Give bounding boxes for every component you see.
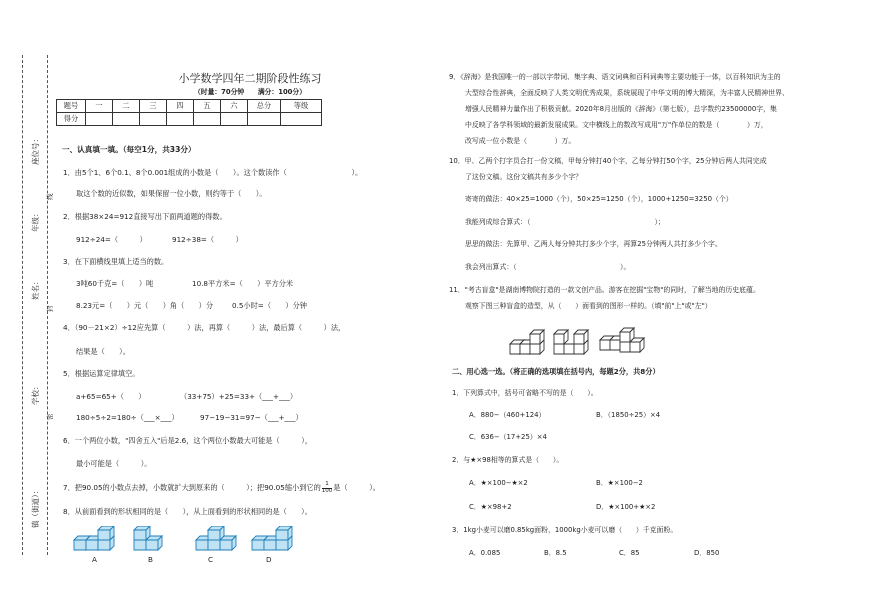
q7-text-start: 7．把90.05的小数点去掉，小数就扩大到原来的（ ）；把90.05缩小到它的: [63, 483, 321, 492]
score-value-row: [57, 113, 322, 126]
score-cell[interactable]: [194, 113, 221, 126]
q3-c: 8.23元=（ ）元（ ）角（ ）分: [76, 301, 214, 310]
score-cell[interactable]: [248, 113, 281, 126]
score-header-cell: 等级: [281, 100, 322, 113]
q7-fraction-denominator: 100: [321, 487, 333, 494]
q10-line2: 了这份文稿。这份文稿共有多少个字？: [465, 173, 583, 181]
q5-d: 97−19−31=97−（___+___）: [200, 413, 303, 422]
score-header-cell: 四: [167, 100, 194, 113]
score-cell[interactable]: [167, 113, 194, 126]
page-title: 小学数学四年二期阶段性练习: [178, 72, 322, 85]
choice-3-option-d[interactable]: D．850: [694, 549, 720, 557]
choice-3-option-a[interactable]: A．0.085: [469, 549, 501, 557]
choice-3-question: 3．1kg小麦可以磨0.85kg面粉，1000kg小麦可以磨（ ）千克面粉。: [452, 526, 678, 534]
q10-method2: 思思的做法：先算甲、乙两人每分钟共打多少个字，再算25分钟两人共打多少个字。: [465, 240, 722, 248]
score-table: [56, 99, 322, 126]
q8-figure-c: [194, 526, 238, 552]
choice-2-option-b[interactable]: B．★×100−2: [596, 479, 643, 487]
seat-number-label: 座位号：: [31, 135, 40, 165]
q1-line2: 取这个数的近似数，如果保留一位小数，则约等于（ ）。: [76, 189, 267, 198]
score-header-row: [57, 100, 322, 113]
score-header-cell: 题号: [57, 100, 86, 113]
q11-line2: 观察下图三种盲盒的造型，从（ ）面看到的图形一样的。（填"前"上"或"左"）: [465, 302, 712, 310]
q7-text-end: 是（ ）。: [333, 483, 380, 492]
score-header-cell: 总分: [248, 100, 281, 113]
score-header-cell: 二: [113, 100, 140, 113]
q6-line2: 最小可能是（ ）。: [76, 459, 152, 468]
q5-text: 5．根据运算定律填空。: [63, 369, 140, 378]
choice-1-option-a[interactable]: A．880−（460+124）: [469, 411, 546, 419]
q8-label-d: D: [266, 555, 272, 564]
q9-line5: 改写成一位小数是（ ）万。: [465, 137, 576, 145]
name-label: 姓名：: [31, 277, 40, 300]
q4-line2: 结果是（ ）。: [76, 347, 130, 356]
choice-2-option-c[interactable]: C．★×98+2: [469, 503, 512, 511]
q10-formula: 我会列出算式：（ ）。: [465, 263, 631, 271]
q8-label-c: C: [208, 555, 214, 564]
choice-2-option-a[interactable]: A．★×100−★×2: [469, 479, 528, 487]
district-label: 镇（街道）：: [31, 486, 40, 528]
choice-3-option-c[interactable]: C．85: [619, 549, 640, 557]
q7-fraction: [322, 482, 333, 494]
q7-line: [63, 482, 380, 494]
q11-figure-1: [508, 324, 552, 356]
q11-line1: 11．"考古盲盒"是湖南博物院打造的一款文创产品。游客在挖掘"宝物"的同时，了解当地的历史底蕴。: [449, 286, 760, 294]
score-cell[interactable]: [86, 113, 113, 126]
q2-a: 912÷24=（ ）: [76, 235, 147, 244]
score-header-cell: 三: [140, 100, 167, 113]
q8-figure-b: [132, 526, 174, 552]
q10-combined-formula: 我能列成综合算式：（ ）；: [465, 218, 665, 226]
q5-c: 180÷5÷2=180÷（___×___）: [76, 413, 179, 422]
q5-a: a+65=65+（ ）: [76, 392, 146, 401]
binding-mark-secret: 密: [46, 413, 54, 420]
q3-d: 0.5小时=（ ）分钟: [232, 301, 307, 310]
q3-a: 3吨60千克=（ ）吨: [76, 279, 154, 288]
school-label: 学校：: [31, 382, 40, 405]
binding-mark-line: 线: [46, 193, 54, 200]
q10-method1: 寄寄的做法：40×25=1000（个），50×25=1250（个），1000+1250=3250（个）: [465, 195, 733, 203]
score-cell[interactable]: [140, 113, 167, 126]
choice-1-option-b[interactable]: B．（1850÷25）×4: [596, 411, 661, 419]
q6-line1: 6．一个两位小数，"四舍五入"后是2.6，这个两位小数最大可能是（ ），: [63, 436, 313, 445]
q5-b: （33+75）+25=33+（___+___）: [180, 392, 298, 401]
q2-b: 912÷38=（ ）: [172, 235, 243, 244]
choice-2-option-d[interactable]: D．★×100+★×2: [596, 503, 656, 511]
q9-line2: 大型综合性辞典，全面反映了人类文明优秀成果，系统展现了中华文明的博大精深，为丰富人民精神世界、: [465, 89, 789, 97]
score-header-cell: 六: [221, 100, 248, 113]
score-row-label: 得分: [57, 113, 86, 126]
q11-figure-3: [598, 326, 650, 356]
q8-text: 8．从前面看到的形状相同的是（ ），从上面看到的形状相同的是（ ）。: [63, 507, 312, 516]
q1-line1: 1．由5个1、6个0.1、8个0.001组成的小数是（ ）。这个数读作（ ）。: [63, 168, 363, 177]
q8-label-a: A: [92, 555, 97, 564]
q8-label-b: B: [148, 555, 153, 564]
q9-line1: 9．《辞海》是我国唯一的一部以字带词、集字典、语文词典和百科词典等主要功能于一体，以百科知识为主的: [449, 73, 781, 81]
q10-line1: 10．甲、乙两个打字员合打一份文稿，甲每分钟打40个字，乙每分钟打50个字，25分钟后两人共同完成: [449, 157, 767, 165]
section-1-heading: 一、认真填一填。（每空1分，共33分）: [62, 145, 196, 154]
score-header-cell: 一: [86, 100, 113, 113]
q8-figure-a: [72, 526, 118, 552]
section-2-heading: 二、用心选一选。（将正确的选项填在括号内，每题2分，共8分）: [452, 367, 660, 376]
grade-label: 年级：: [31, 209, 40, 232]
score-cell[interactable]: [221, 113, 248, 126]
choice-1-question: 1．下列算式中，括号可省略不写的是（ ）。: [452, 389, 598, 397]
q7-fraction-numerator: 1: [322, 482, 333, 489]
q11-figure-2: [552, 320, 596, 356]
choice-1-option-c[interactable]: C．636−（17+25）×4: [469, 433, 547, 441]
score-cell[interactable]: [113, 113, 140, 126]
score-header-cell: 五: [194, 100, 221, 113]
q4-line1: 4．（90－21×2）÷12应先算（ ）法，再算（ ）法，最后算（ ）法，: [63, 323, 346, 332]
page-subtitle: （时量：70分钟 满分：100分）: [193, 88, 306, 96]
score-cell[interactable]: [281, 113, 322, 126]
q9-line3: 增强人民精神力量作出了积极贡献。2020年8月出版的《辞海》（第七版），总字数约23500000字，集: [465, 105, 777, 113]
q3-text: 3．在下面横线里填上适当的数。: [63, 257, 169, 266]
choice-3-option-b[interactable]: B．8.5: [544, 549, 567, 557]
binding-line-outer: [22, 55, 23, 555]
q3-b: 10.8平方米=（ ）平方分米: [192, 279, 294, 288]
q2-text: 2．根据38×24=912直接写出下面两道题的得数。: [63, 212, 227, 221]
q9-line4: 中反映了各学科领域的最新发展成果。文中横线上的数改写成用"万"作单位的数是（ ）万，: [465, 121, 768, 129]
choice-2-question: 2．与★×98相等的算式是（ ）。: [452, 456, 564, 464]
q8-figure-d: [250, 526, 294, 552]
binding-mark-seal: 封: [46, 305, 54, 312]
